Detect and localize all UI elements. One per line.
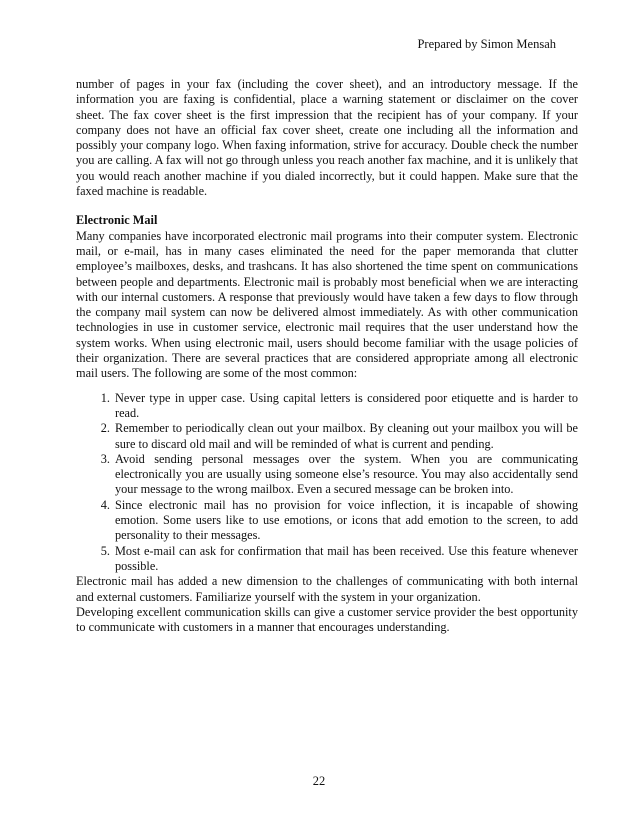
section-heading: Electronic Mail <box>76 213 158 228</box>
list-item: 5. Most e-mail can ask for confirmation that mail has been received. Use this feature whenever possible. <box>113 544 578 575</box>
intro-paragraph: number of pages in your fax (including the cover sheet), and an introductory message. If the information you are faxing is confidential, place a warning statement or disclaimer on the cover sheet. The fax cover sheet is the first impression that the recipient has of your company. If your company does not have an official fax cover sheet, create one including all the information and possibly your company logo. When faxing information, strive for accuracy. Double check the number you are calling. A fax will not go through unless you reach another fax machine, and it is unlikely that you would reach another machine if you dialed incorrectly, but it could happen. Make sure that the faxed machine is readable. <box>76 77 578 199</box>
closing-paragraph: Electronic mail has added a new dimension to the challenges of communicating with both internal and external customers. Familiarize yourself with the system in your organization. <box>76 574 578 604</box>
list-item: 2. Remember to periodically clean out your mailbox. By cleaning out your mailbox you will be sure to discard old mail and will be reminded of what is current and pending. <box>113 421 578 452</box>
page-number: 22 <box>312 774 326 788</box>
page-header: Prepared by Simon Mensah <box>417 37 556 51</box>
practices-list <box>76 391 578 575</box>
list-item: 3. Avoid sending personal messages over the system. When you are communicating electronically you are usually using someone else’s resource. You may also accidentally send your message to the wrong mailbox. Even a secured message can be broken into. <box>113 452 578 498</box>
paragraph-gap <box>76 199 578 213</box>
list-item: 1. Never type in upper case. Using capital letters is considered poor etiquette and is harder to read. <box>113 391 578 422</box>
closing-paragraph: Developing excellent communication skills can give a customer service provider the best opportunity to communicate with customers in a manner that encourages understanding. <box>76 604 578 635</box>
section-body-paragraph: Many companies have incorporated electronic mail programs into their computer system. Electronic mail, or e-mail, has in many cases eliminated the need for the paper memoranda that clutter employee’s mailboxes, desks, and trashcans. It has also shortened the time spent on communications between people and departments. Electronic mail is probably most beneficial when we are interacting with our internal customers. A response that previously would have taken a few days to flow through the company mail system can now be delivered almost immediately. As with other communication technologies in use in customer service, electronic mail requires that the user understand how the system works. When using electronic mail, users should become familiar with the usage policies of their organization. There are several practices that are considered appropriate among all electronic mail users. The following are some of the most common: <box>76 228 578 381</box>
list-item: 4. Since electronic mail has no provision for voice inflection, it is incapable of showing emotion. Some users like to use emotions, or icons that add emotion to the screen, to add personality to their messages. <box>113 498 578 544</box>
page-body <box>76 77 578 635</box>
